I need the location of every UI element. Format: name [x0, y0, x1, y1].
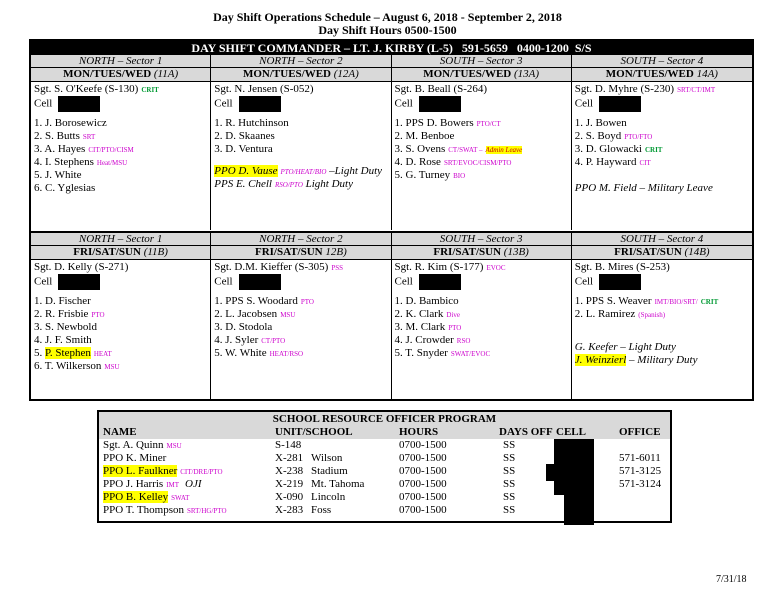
days-text: MON/TUES/WED — [63, 68, 152, 80]
days-label — [392, 68, 571, 82]
cell-label: Cell — [34, 97, 53, 110]
officer-line — [214, 143, 387, 156]
col-office: OFFICE — [619, 426, 661, 438]
sector-cell — [572, 233, 752, 401]
officer-line — [395, 156, 568, 169]
sector-label: SOUTH – Sector 3 — [392, 233, 571, 246]
qualification-tag: SRT/HG/PTO — [187, 507, 227, 515]
officer-name: 1. PPS S. Weaver — [574, 295, 652, 307]
cell-label: Cell — [214, 275, 233, 288]
sro-days-off: SS — [503, 504, 516, 516]
redacted-block — [419, 96, 461, 112]
sro-school: Mt. Tahoma — [311, 478, 365, 490]
officer-line — [34, 117, 207, 130]
officer-line — [575, 143, 749, 156]
note-status: Light Duty — [302, 178, 353, 190]
sro-school: Stadium — [311, 465, 348, 477]
qualification-tag: Heat/MSU — [96, 159, 128, 167]
sector-roster — [31, 82, 210, 196]
officer-name: 1. PPS D. Bowers — [394, 117, 474, 129]
qualification-tag: PTO — [91, 311, 105, 319]
days-text: FRI/SAT/SUN — [433, 246, 502, 258]
redacted-block — [239, 274, 281, 290]
cell-label: Cell — [574, 275, 594, 288]
sector-roster — [31, 260, 210, 374]
cell-line — [34, 96, 207, 109]
qualification-tag: SRT — [82, 133, 96, 141]
week-block-b — [31, 231, 752, 401]
officer-name: 1. J. Bowen — [574, 117, 627, 129]
revision-date: 7/31/18 — [716, 574, 747, 585]
sector-roster — [211, 82, 390, 157]
col-days-off: DAYS OFF — [499, 426, 553, 438]
officer-name: 4. I. Stephens — [34, 156, 94, 168]
sergeant-line — [395, 261, 568, 274]
sro-unit: X-219 — [275, 478, 304, 490]
qualification-tag: CRIT — [700, 298, 719, 306]
qualification-tag: BIO — [453, 172, 466, 180]
qualification-tag: PTO/CT — [476, 120, 501, 128]
qualification-tag: IMT/BIO/SRT/ — [654, 298, 698, 306]
officer-name: 6. T. Wilkerson — [34, 360, 102, 372]
sro-hours: 0700-1500 — [399, 439, 447, 451]
qualification-tag: PTO — [448, 324, 462, 332]
note-name: G. Keefer – Light Duty — [574, 341, 676, 353]
sector-cell — [211, 233, 391, 401]
week-block-a — [31, 55, 752, 230]
admin-leave-badge: Admin Leave — [485, 146, 523, 154]
officer-name: 2. L. Ramirez — [574, 308, 636, 320]
sector-cell — [31, 233, 211, 401]
sro-days-off: SS — [503, 491, 516, 503]
officer-line — [214, 321, 387, 334]
officer-line — [214, 130, 387, 143]
qualification-tag: RSO — [456, 337, 471, 345]
officer-name: 3. D. Stodola — [214, 321, 273, 333]
qualification-tag: MSU — [280, 311, 296, 319]
days-label — [211, 68, 390, 82]
duty-note — [575, 354, 698, 367]
officer-line — [34, 321, 207, 334]
sector-cell — [392, 55, 572, 230]
sro-school: Lincoln — [311, 491, 346, 503]
officer-line — [34, 347, 207, 360]
officer-name: 5. G. Turney — [394, 169, 451, 181]
officer-name: 3. D. Glowacki — [574, 143, 642, 155]
officer-name: 3. S. Newbold — [34, 321, 97, 333]
officer-line — [395, 334, 568, 347]
note-status: –Light Duty — [326, 165, 383, 177]
qualification-tag: CRIT — [141, 86, 159, 94]
sro-days-off: SS — [503, 452, 516, 464]
qualification-tag: PTO/HEAT/BIO — [280, 168, 327, 176]
col-cell: CELL — [556, 426, 586, 438]
officer-name: 1. D. Bambico — [394, 295, 459, 307]
officer-name: 1. D. Fischer — [34, 295, 91, 307]
note-name: J. Weinzierl — [574, 354, 627, 366]
officer-line — [395, 130, 568, 143]
officer-line — [34, 130, 207, 143]
sro-name-cell — [103, 439, 182, 453]
sro-unit: X-238 — [275, 465, 304, 477]
sro-hours: 0700-1500 — [399, 452, 447, 464]
days-text: MON/TUES/WED — [242, 68, 331, 80]
duty-note — [575, 341, 698, 354]
days-label — [392, 246, 571, 260]
days-label — [31, 68, 210, 82]
officer-line — [395, 143, 568, 156]
cell-line — [395, 96, 568, 109]
officer-line — [214, 308, 387, 321]
qualification-tag: Dive — [446, 311, 460, 319]
sro-name-cell — [103, 491, 189, 505]
officer-name: 2. K. Clark — [394, 308, 444, 320]
qualification-tag: EVOC — [486, 264, 506, 272]
sro-hours: 0700-1500 — [399, 491, 447, 503]
officer-name: 5. T. Snyder — [394, 347, 448, 359]
sro-office: 571-3125 — [619, 465, 662, 477]
qualification-tag: HEAT — [93, 350, 112, 358]
sergeant-line — [34, 261, 207, 274]
officer-name: 2. M. Benboe — [394, 130, 455, 142]
officer-name: 2. S. Boyd — [574, 130, 622, 142]
officer-name: 5. W. White — [214, 347, 267, 359]
qualification-tag: PTO — [300, 298, 314, 306]
cell-label: Cell — [574, 97, 594, 110]
sector-label: SOUTH – Sector 3 — [392, 55, 571, 68]
officer-name: 4. J. Crowder — [394, 334, 454, 346]
sro-office: 571-3124 — [619, 478, 662, 490]
officer-name: 3. A. Hayes — [34, 143, 86, 155]
sro-hours: 0700-1500 — [399, 478, 447, 490]
sergeant-line — [575, 261, 749, 274]
note-name: PPS E. Chell — [214, 178, 272, 190]
officer-line — [395, 295, 568, 308]
sro-name-cell — [103, 478, 202, 492]
sector-roster — [392, 260, 571, 361]
sro-unit: X-283 — [275, 504, 304, 516]
cell-label: Cell — [214, 97, 233, 110]
sergeant-line — [575, 83, 749, 96]
duty-note — [575, 182, 713, 195]
sro-school: Foss — [311, 504, 332, 516]
days-text: MON/TUES/WED — [423, 68, 512, 80]
cell-line — [214, 96, 387, 109]
officer-line — [34, 295, 207, 308]
qualification-tag: RSO/PTO — [275, 181, 303, 189]
sector-roster — [211, 260, 390, 361]
note-name: PPO D. Vause — [214, 165, 278, 177]
sro-officer-name: PPO K. Miner — [103, 452, 167, 464]
qualification-tag: MSU — [166, 442, 182, 450]
sector-cell — [392, 233, 572, 401]
cell-label: Cell — [394, 97, 413, 110]
redacted-block — [599, 96, 641, 112]
officer-line — [575, 156, 749, 169]
sro-header-row — [99, 426, 670, 439]
qualification-tag: CT/SWAT – — [448, 146, 483, 154]
officer-line — [575, 117, 749, 130]
sector-roster — [392, 82, 571, 183]
sro-table — [97, 410, 672, 523]
qualification-tag: PSS — [331, 264, 343, 272]
qualification-tag: CT/PTO — [261, 337, 286, 345]
days-text: FRI/SAT/SUN — [254, 246, 323, 258]
sergeant-name: Sgt. S. O'Keefe (S-130) — [34, 83, 139, 95]
duty-notes — [214, 165, 382, 191]
officer-name: 4. J. F. Smith — [34, 334, 92, 346]
redacted-block — [599, 274, 641, 290]
sro-officer-name: PPO B. Kelley — [103, 491, 169, 503]
days-label — [572, 68, 752, 82]
redacted-block — [554, 481, 594, 495]
days-label — [211, 246, 390, 260]
officer-name: 4. J. Syler — [214, 334, 259, 346]
sergeant-name: Sgt. N. Jensen (S-052) — [214, 83, 314, 95]
schedule-title: Day Shift Operations Schedule – August 6, 2018 - September 2, 2018 — [213, 10, 562, 24]
officer-name: 1. J. Borosewicz — [34, 117, 107, 129]
officer-name: 3. M. Clark — [394, 321, 446, 333]
qualification-tag: PTO/FTO — [624, 133, 653, 141]
qualification-tag: SWAT/EVOC — [450, 350, 491, 358]
duty-note — [214, 165, 382, 178]
officer-line — [214, 295, 387, 308]
duty-note — [214, 178, 382, 191]
officer-name: 2. D. Skaanes — [214, 130, 275, 142]
officer-line — [395, 117, 568, 130]
qualification-tag: HEAT/RSO — [269, 350, 304, 358]
officer-name: 5. J. White — [34, 169, 82, 181]
shift-code: (12A) — [333, 68, 359, 80]
sro-hours: 0700-1500 — [399, 504, 447, 516]
sro-name-cell — [103, 504, 227, 518]
qualification-tag: MSU — [104, 363, 120, 371]
qualification-tag: (Spanish) — [638, 311, 666, 319]
cell-line — [575, 96, 749, 109]
officer-line — [214, 334, 387, 347]
officer-line — [395, 347, 568, 360]
officer-line — [214, 347, 387, 360]
sro-days-off: SS — [503, 478, 516, 490]
sector-label: SOUTH – Sector 4 — [572, 233, 752, 246]
duty-notes — [575, 341, 698, 367]
officer-name: 6. C. Yglesias — [34, 182, 96, 194]
sector-roster — [572, 82, 752, 170]
col-name: NAME — [103, 426, 137, 438]
officer-name: 4. P. Hayward — [574, 156, 637, 168]
cell-line — [214, 274, 387, 287]
col-hours: HOURS — [399, 426, 439, 438]
qualification-tag: SWAT — [171, 494, 190, 502]
days-label — [572, 246, 752, 260]
sector-roster — [572, 260, 752, 322]
sector-label: SOUTH – Sector 4 — [572, 55, 752, 68]
redacted-block — [239, 96, 281, 112]
sro-officer-name: Sgt. A. Quinn — [103, 439, 164, 451]
note-name: PPO M. Field – Military Leave — [574, 182, 713, 194]
shift-code: (14B) — [684, 246, 710, 258]
sro-title: SCHOOL RESOURCE OFFICER PROGRAM — [99, 412, 670, 426]
redacted-block — [58, 96, 100, 112]
redacted-block — [546, 464, 594, 481]
sector-label: NORTH – Sector 2 — [211, 55, 390, 68]
sergeant-name: Sgt. D.M. Kieffer (S-305) — [214, 261, 329, 273]
shift-code: (13A) — [513, 68, 540, 80]
officer-line — [575, 295, 749, 308]
shift-code: (11B) — [143, 246, 168, 258]
days-label — [31, 246, 210, 260]
sro-unit: X-281 — [275, 452, 304, 464]
sro-office: 571-6011 — [619, 452, 661, 464]
duty-notes — [575, 182, 713, 195]
days-text: FRI/SAT/SUN — [73, 246, 141, 258]
shift-code: 14A) — [696, 68, 718, 80]
qualification-tag: CIT/PTO/CISM — [88, 146, 134, 154]
sector-cell — [572, 55, 752, 230]
note-status: – Military Duty — [626, 354, 698, 366]
officer-line — [575, 130, 749, 143]
sergeant-line — [395, 83, 568, 96]
officer-name: P. Stephen — [45, 347, 91, 359]
sro-name-cell — [103, 465, 223, 479]
officer-name: 2. L. Jacobsen — [214, 308, 278, 320]
sergeant-name: Sgt. D. Kelly (S-271) — [34, 261, 129, 273]
officer-number: 5. — [34, 347, 45, 359]
sector-cell — [31, 55, 211, 230]
officer-line — [34, 156, 207, 169]
shift-code: (13B) — [503, 246, 529, 258]
redacted-block — [419, 274, 461, 290]
cell-line — [575, 274, 749, 287]
cell-line — [395, 274, 568, 287]
sergeant-name: Sgt. B. Beall (S-264) — [394, 83, 488, 95]
officer-name: 2. S. Butts — [34, 130, 80, 142]
shift-hours: Day Shift Hours 0500-1500 — [318, 23, 457, 37]
qualification-tag: SRT/EVOC/CISM/PTO — [443, 159, 512, 167]
sro-officer-name: PPO T. Thompson — [103, 504, 184, 516]
sro-days-off: SS — [503, 439, 516, 451]
officer-line — [395, 169, 568, 182]
qualification-tag: CRIT — [644, 146, 663, 154]
qualification-tag: IMT — [166, 481, 180, 489]
officer-name: 2. R. Frisbie — [34, 308, 89, 320]
col-unit: UNIT/SCHOOL — [275, 426, 353, 438]
officer-name: 1. PPS S. Woodard — [214, 295, 298, 307]
officer-line — [34, 308, 207, 321]
officer-line — [214, 117, 387, 130]
officer-line — [395, 321, 568, 334]
sro-unit: X-090 — [275, 491, 304, 503]
sro-hours: 0700-1500 — [399, 465, 447, 477]
cell-label: Cell — [34, 275, 53, 288]
redacted-block — [564, 495, 594, 525]
cell-label: Cell — [394, 275, 413, 288]
sergeant-line — [214, 261, 387, 274]
sergeant-name: Sgt. D. Myhre (S-230) — [574, 83, 675, 95]
officer-name: 3. S. Ovens — [394, 143, 446, 155]
sergeant-line — [214, 83, 387, 96]
sro-officer-name: PPO J. Harris — [103, 478, 164, 490]
redacted-block — [58, 274, 100, 290]
sro-unit: S-148 — [275, 439, 302, 451]
sector-label: NORTH – Sector 1 — [31, 233, 210, 246]
officer-name: 1. R. Hutchinson — [214, 117, 289, 129]
days-text: FRI/SAT/SUN — [614, 246, 682, 258]
officer-name: 4. D. Rose — [394, 156, 441, 168]
sector-schedule-table — [29, 39, 754, 401]
sector-cell — [211, 55, 391, 230]
sergeant-line — [34, 83, 207, 96]
qualification-tag: SRT/CT/IMT — [677, 86, 716, 94]
officer-name: 3. D. Ventura — [214, 143, 273, 155]
shift-code: 12B) — [325, 246, 347, 258]
officer-line — [395, 308, 568, 321]
cell-line — [34, 274, 207, 287]
sro-name-cell — [103, 452, 166, 465]
officer-line — [34, 169, 207, 182]
officer-line — [575, 308, 749, 321]
sro-extra-note: OJI — [185, 478, 202, 490]
sector-label: NORTH – Sector 1 — [31, 55, 210, 68]
sector-label: NORTH – Sector 2 — [211, 233, 390, 246]
sro-days-off: SS — [503, 465, 516, 477]
sergeant-name: Sgt. R. Kim (S-177) — [394, 261, 484, 273]
sergeant-name: Sgt. B. Mires (S-253) — [574, 261, 670, 273]
qualification-tag: CIT — [639, 159, 651, 167]
qualification-tag: CIT/DRE/PTO — [180, 468, 223, 476]
officer-line — [34, 182, 207, 195]
officer-line — [34, 360, 207, 373]
officer-line — [34, 143, 207, 156]
commander-bar: DAY SHIFT COMMANDER – LT. J. KIRBY (L-5) 591-5659 0400-1200 S/S — [31, 41, 752, 55]
sro-officer-name: PPO L. Faulkner — [103, 465, 178, 477]
shift-code: (11A) — [153, 68, 179, 80]
days-text: MON/TUES/WED — [605, 68, 694, 80]
sro-school: Wilson — [311, 452, 343, 464]
officer-line — [34, 334, 207, 347]
